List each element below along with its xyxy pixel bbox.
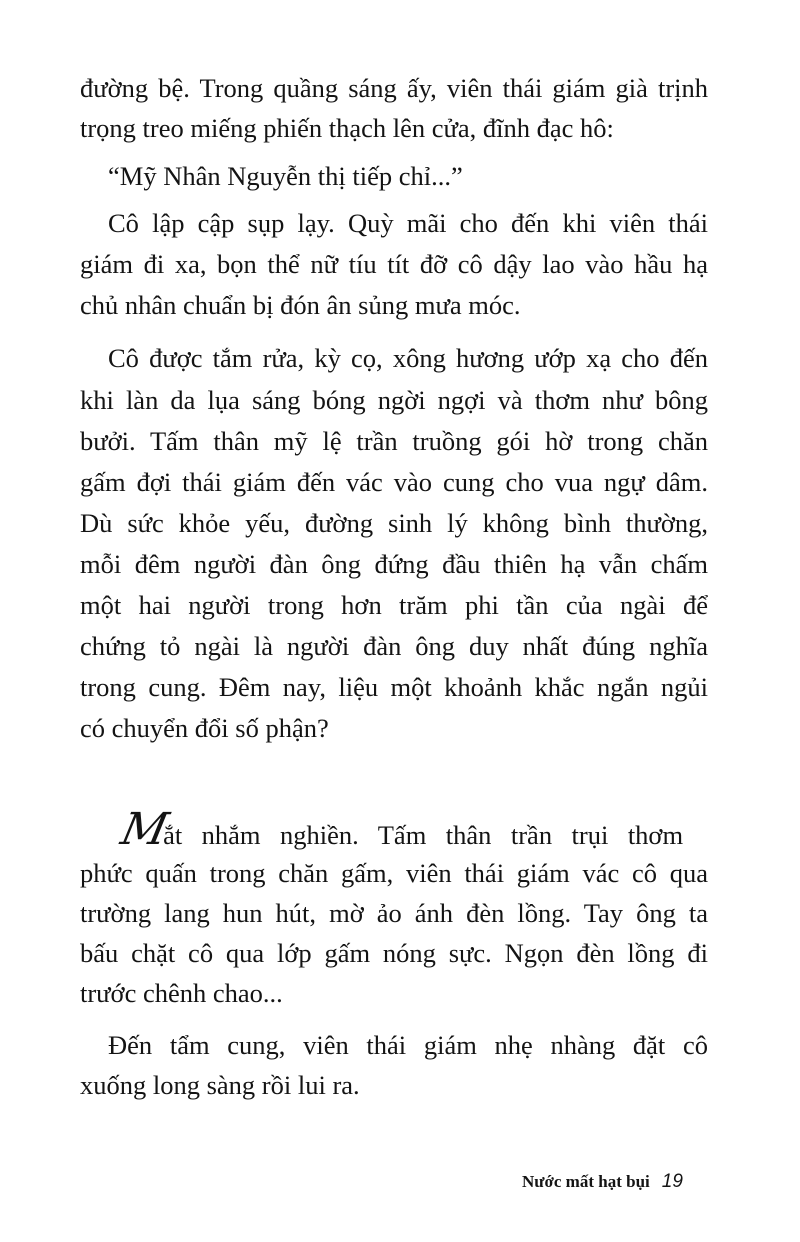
text-line: gấm đợi thái giám đến vác vào cung cho vua ngự dâm. bbox=[80, 467, 708, 497]
text-line: phức quấn trong chăn gấm, viên thái giám vác cô qua bbox=[80, 858, 708, 888]
text-line: trường lang hun hút, mờ ảo ánh đèn lồng. Tay ông ta bbox=[80, 898, 708, 928]
text-line: “Mỹ Nhân Nguyễn thị tiếp chỉ...” bbox=[108, 161, 463, 191]
text-line: Cô lập cập sụp lạy. Quỳ mãi cho đến khi viên thái bbox=[108, 208, 708, 238]
text-line: Đến tẩm cung, viên thái giám nhẹ nhàng đặt cô bbox=[108, 1030, 708, 1060]
text-line: xuống long sàng rồi lui ra. bbox=[80, 1070, 360, 1100]
text-line: bấu chặt cô qua lớp gấm nóng sực. Ngọn đèn lồng đi bbox=[80, 938, 708, 968]
text-line: chứng tỏ ngài là người đàn ông duy nhất đúng nghĩa bbox=[80, 631, 708, 661]
page-footer bbox=[522, 1168, 708, 1196]
text-line: ắt nhắm nghiền. Tấm thân trần trụi thơm bbox=[163, 820, 684, 850]
drop-cap-letter: M bbox=[116, 804, 169, 855]
text-line: trước chênh chao... bbox=[80, 978, 283, 1008]
text-line: có chuyển đổi số phận? bbox=[80, 713, 329, 743]
text-line: bưởi. Tấm thân mỹ lệ trần truồng gói hờ trong chăn bbox=[80, 426, 708, 456]
text-line: mỗi đêm người đàn ông đứng đầu thiên hạ vẫn chấm bbox=[80, 549, 708, 579]
text-line: chủ nhân chuẩn bị đón ân sủng mưa móc. bbox=[80, 290, 521, 320]
text-line: khi làn da lụa sáng bóng ngời ngợi và thơm như bông bbox=[80, 385, 708, 415]
text-line: trong cung. Đêm nay, liệu một khoảnh khắc ngắn ngủi bbox=[80, 672, 708, 702]
text-line: đường bệ. Trong quầng sáng ấy, viên thái giám già trịnh bbox=[80, 73, 708, 103]
text-line: giám đi xa, bọn thể nữ tíu tít đỡ cô dậy lao vào hầu hạ bbox=[80, 249, 708, 279]
drop-cap-line bbox=[116, 800, 708, 860]
text-line: một hai người trong hơn trăm phi tần của ngài để bbox=[80, 590, 708, 620]
text-line: Dù sức khỏe yếu, đường sinh lý không bình thường, bbox=[80, 508, 708, 538]
running-title: Nước mất hạt bụi bbox=[522, 1172, 650, 1191]
page-number: 19 bbox=[661, 1171, 683, 1192]
text-line: trọng treo miếng phiến thạch lên cửa, đĩnh đạc hô: bbox=[80, 113, 614, 143]
text-line: Cô được tắm rửa, kỳ cọ, xông hương ướp xạ cho đến bbox=[108, 343, 708, 373]
